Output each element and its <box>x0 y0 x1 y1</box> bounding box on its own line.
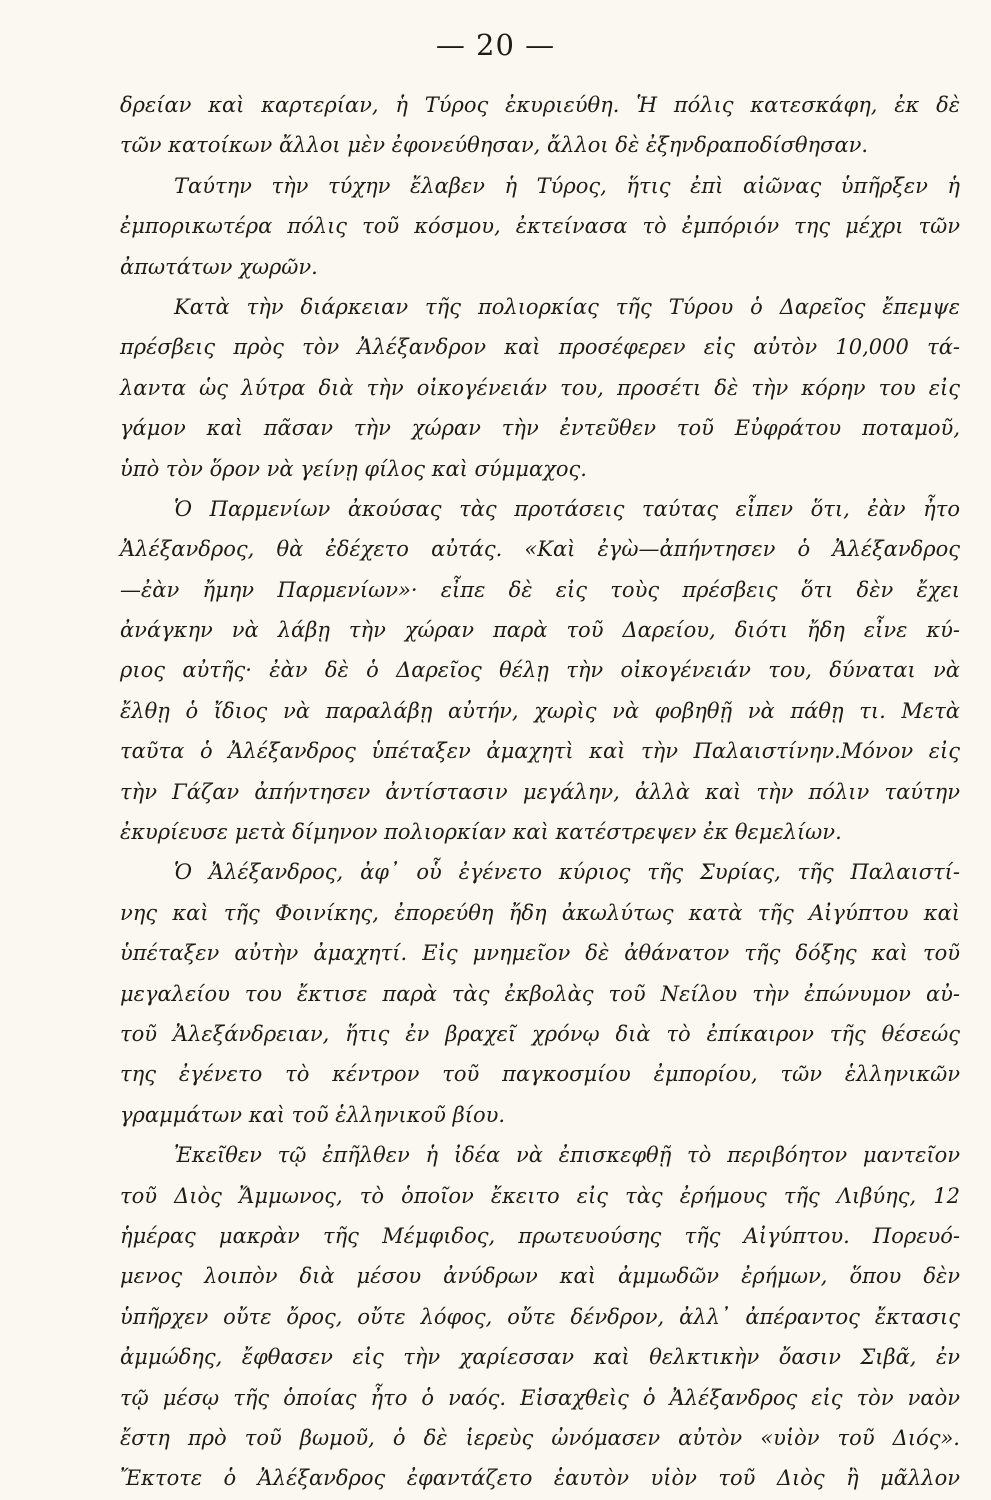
text-line: ἐκυρίευσε μετὰ δίμηνον πολιορκίαν καὶ κατέστρεψεν ἐκ θεμελίων. <box>120 820 842 845</box>
text-line: ἐμπορικωτέρα πόλις τοῦ κόσμου, ἐκτείνασα τὸ ἐμπόριόν της μέχρι τῶν <box>120 214 960 239</box>
text-line: ἀπωτάτων χωρῶν. <box>120 254 318 279</box>
text-line: τοῦ Ἀλεξάνδρειαν, ἥτις ἐν βραχεῖ χρόνῳ διὰ τὸ ἐπίκαιρον τῆς θέσεώς <box>120 1021 960 1046</box>
text-line: ἀμμώδης, ἔφθασεν εἰς τὴν χαρίεσσαν καὶ θελκτικὴν ὄασιν Σιβᾶ, ἐν <box>120 1345 960 1370</box>
text-line: ὑπῆρχεν οὔτε ὄρος, οὔτε λόφος, οὔτε δένδρον, ἀλλ᾽ ἀπέραντος ἔκτασις <box>120 1304 960 1329</box>
text-line: μενος λοιπὸν διὰ μέσου ἀνύδρων καὶ ἀμμωδῶν ἐρήμων, ὅπου δὲν <box>120 1264 960 1289</box>
text-line: τοῦ Διὸς Ἄμμωνος, τὸ ὁποῖον ἔκειτο εἰς τὰς ἐρήμους τῆς Λιβύης, 12 <box>120 1183 960 1208</box>
body-text <box>120 85 960 1499</box>
text-line: Ὁ Παρμενίων ἀκούσας τὰς προτάσεις ταύτας εἶπεν ὅτι, ἐὰν ἦτο <box>174 496 960 521</box>
text-line: τῶν κατοίκων ἄλλοι μὲν ἐφονεύθησαν, ἄλλοι δὲ ἐξηνδραποδίσθησαν. <box>120 133 869 158</box>
text-line: πρέσβεις πρὸς τὸν Ἀλέξανδρον καὶ προσέφερεν εἰς αὐτὸν 10,000 τά- <box>120 335 960 360</box>
text-line: Ταύτην τὴν τύχην ἔλαβεν ἡ Τύρος, ἥτις ἐπὶ αἰῶνας ὑπῆρξεν ἡ <box>174 173 960 198</box>
text-line: Ἐκεῖθεν τῷ ἐπῆλθεν ἡ ἰδέα νὰ ἐπισκεφθῇ τὸ περιβόητον μαντεῖον <box>174 1143 960 1168</box>
text-line: Ἔκτοτε ὁ Ἀλέξανδρος ἐφαντάζετο ἑαυτὸν υἱὸν τοῦ Διὸς ἢ μᾶλλον <box>120 1466 960 1491</box>
text-line: ἡμέρας μακρὰν τῆς Μέμφιδος, πρωτευούσης τῆς Αἰγύπτου. Πορευό- <box>120 1223 960 1248</box>
text-line: δρείαν καὶ καρτερίαν, ἡ Τύρος ἐκυριεύθη. Ἡ πόλις κατεσκάφη, ἐκ δὲ <box>120 93 960 117</box>
text-line: ἀνάγκην νὰ λάβῃ τὴν χώραν παρὰ τοῦ Δαρείου, διότι ἤδη εἶνε κύ- <box>120 618 960 643</box>
text-line: ταῦτα ὁ Ἀλέξανδρος ὑπέταξεν ἀμαχητὶ καὶ τὴν Παλαιστίνην.Μόνον εἰς <box>120 739 960 764</box>
text-line: λαντα ὡς λύτρα διὰ τὴν οἰκογένειάν του, προσέτι δὲ τὴν κόρην του εἰς <box>120 375 960 400</box>
text-line: Κατὰ τὴν διάρκειαν τῆς πολιορκίας τῆς Τύρου ὁ Δαρεῖος ἔπεμψε <box>174 294 960 319</box>
page-number: — 20 — <box>435 28 556 62</box>
text-line: Ὁ Ἀλέξανδρος, ἀφ᾽ οὗ ἐγένετο κύριος τῆς Συρίας, τῆς Παλαιστί- <box>174 860 960 885</box>
text-line: Ἀλέξανδρος, θὰ ἐδέχετο αὐτάς. «Καὶ ἐγὼ—ἀπήντησεν ὁ Ἀλέξανδρος <box>120 537 960 562</box>
text-line: —ἐὰν ἤμην Παρμενίων»· εἶπε δὲ εἰς τοὺς πρέσβεις ὅτι δὲν ἔχει <box>120 577 960 602</box>
text-line: ριος αὐτῆς· ἐὰν δὲ ὁ Δαρεῖος θέλῃ τὴν οἰκογένειάν του, δύναται νὰ <box>120 658 960 683</box>
text-line: γραμμάτων καὶ τοῦ ἑλληνικοῦ βίου. <box>120 1102 506 1127</box>
text-line: της ἐγένετο τὸ κέντρον τοῦ παγκοσμίου ἐμπορίου, τῶν ἑλληνικῶν <box>120 1062 960 1087</box>
text-line: τῷ μέσῳ τῆς ὁποίας ἦτο ὁ ναός. Εἰσαχθεὶς ὁ Ἀλέξανδρος εἰς τὸν ναὸν <box>120 1385 960 1410</box>
text-line: ὑπὸ τὸν ὅρον νὰ γείνῃ φίλος καὶ σύμμαχος. <box>120 456 587 481</box>
text-line: νης καὶ τῆς Φοινίκης, ἐπορεύθη ἤδη ἀκωλύτως κατὰ τῆς Αἰγύπτου καὶ <box>120 900 960 925</box>
text-line: ὑπέταξεν αὐτὴν ἀμαχητί. Εἰς μνημεῖον δὲ ἀθάνατον τῆς δόξης καὶ τοῦ <box>120 941 960 966</box>
text-line: γάμον καὶ πᾶσαν τὴν χώραν τὴν ἐντεῦθεν τοῦ Εὐφράτου ποταμοῦ, <box>120 416 960 441</box>
text-line: τὴν Γάζαν ἀπήντησεν ἀντίστασιν μεγάλην, ἀλλὰ καὶ τὴν πόλιν ταύτην <box>120 779 960 804</box>
text-line: ἔλθῃ ὁ ἴδιος νὰ παραλάβῃ αὐτήν, χωρὶς νὰ φοβηθῇ νὰ πάθῃ τι. Μετὰ <box>120 698 960 723</box>
text-line: μεγαλείου του ἔκτισε παρὰ τὰς ἐκβολὰς τοῦ Νείλου τὴν ἐπώνυμον αὐ- <box>120 981 960 1006</box>
text-line: ἔστη πρὸ τοῦ βωμοῦ, ὁ δὲ ἱερεὺς ὠνόμασεν αὐτὸν «υἱὸν τοῦ Διός». <box>120 1425 960 1450</box>
